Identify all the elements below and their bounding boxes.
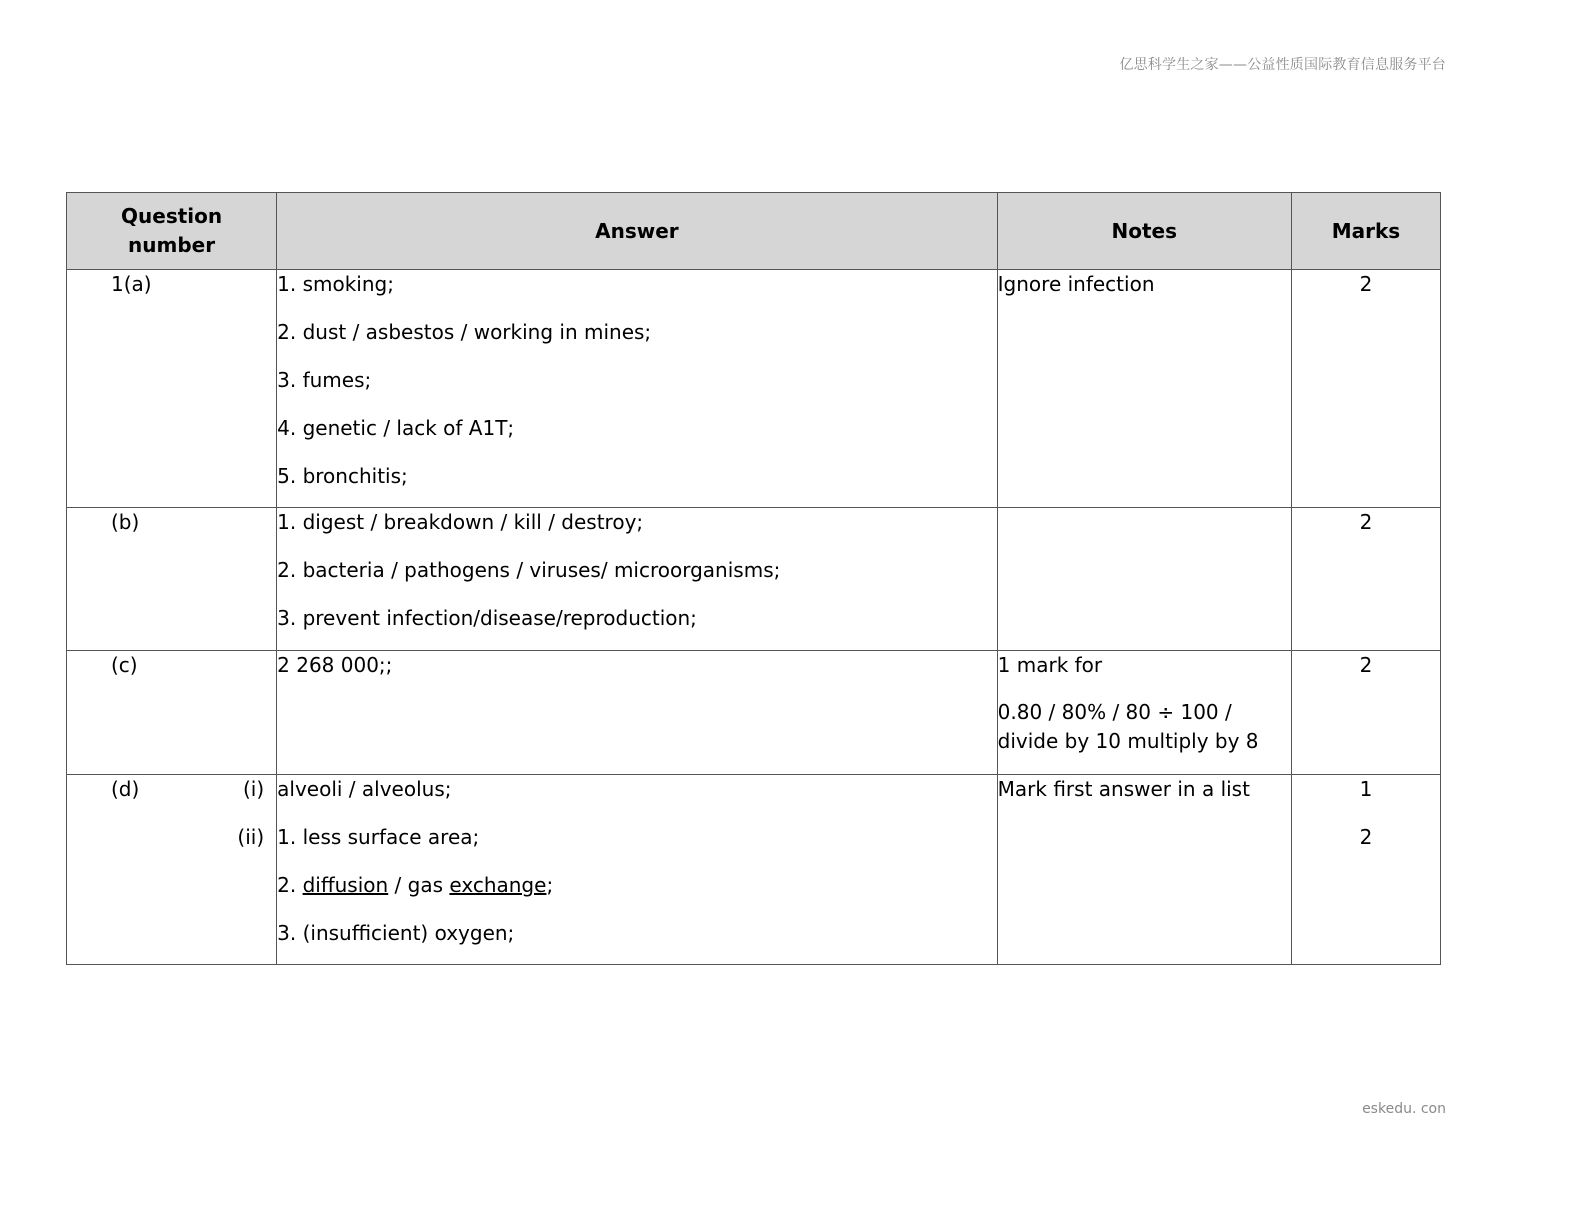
notes-cell [997, 270, 1291, 508]
note-text: 1 mark for [997, 653, 1103, 677]
answer-cell [277, 651, 998, 775]
sub-question-label: (i) [242, 777, 265, 801]
question-cell [67, 775, 277, 965]
note-text: 0.80 / 80% / 80 ÷ 100 / [997, 700, 1232, 724]
note-text: Mark first answer in a list [997, 777, 1250, 801]
marks-header: Marks [1291, 193, 1440, 270]
question-number: (c) [111, 653, 138, 677]
answer-line: 1. smoking; [277, 272, 394, 296]
answer-line: 1. less surface area; [277, 825, 480, 849]
table-row [67, 508, 1441, 651]
marks-cell [1291, 775, 1440, 965]
marks-value: 2 [1359, 272, 1373, 296]
answer-cell [277, 508, 998, 651]
marks-value: 1 [1359, 777, 1373, 801]
header-watermark: 亿思科学生之家——公益性质国际教育信息服务平台 [1119, 57, 1446, 73]
notes-header: Notes [997, 193, 1291, 270]
answer-line: 3. prevent infection/disease/reproduction; [277, 606, 697, 630]
notes-cell [997, 775, 1291, 965]
table-row [67, 651, 1441, 775]
marks-value: 2 [1359, 653, 1373, 677]
question-cell [67, 270, 277, 508]
notes-cell [997, 508, 1291, 651]
answer-line: 2. dust / asbestos / working in mines; [277, 320, 652, 344]
marks-cell [1291, 508, 1440, 651]
answer-line: alveoli / alveolus; [277, 777, 452, 801]
marks-value: 2 [1359, 825, 1373, 849]
answer-header: Answer [277, 193, 998, 270]
header-row [67, 193, 1441, 270]
answer-line: 3. (insufficient) oxygen; [277, 921, 515, 945]
question-number: (d) [111, 777, 140, 801]
question-number: 1(a) [111, 272, 152, 296]
answer-line: 2. bacteria / pathogens / viruses/ microorganisms; [277, 558, 781, 582]
answer-line: 2. diffusion / gas exchange; [277, 873, 554, 897]
question-number: (b) [111, 510, 140, 534]
answer-line: 1. digest / breakdown / kill / destroy; [277, 510, 644, 534]
mark-scheme-table [66, 192, 1441, 965]
marks-cell [1291, 651, 1440, 775]
marks-cell [1291, 270, 1440, 508]
sub-question-label: (ii) [237, 825, 265, 849]
table-row [67, 775, 1441, 965]
question-cell [67, 651, 277, 775]
answer-cell [277, 775, 998, 965]
underlined-term: exchange [449, 873, 547, 897]
note-text: divide by 10 multiply by 8 [997, 729, 1259, 753]
answer-line: 5. bronchitis; [277, 464, 408, 488]
question-number-header: Question number [67, 193, 277, 270]
spacer [998, 680, 1291, 698]
answer-line: 4. genetic / lack of A1T; [277, 416, 515, 440]
notes-cell [997, 651, 1291, 775]
marks-value: 2 [1359, 510, 1373, 534]
table-row [67, 270, 1441, 508]
footer-watermark: eskedu. con [1362, 1101, 1446, 1117]
answer-cell [277, 270, 998, 508]
answer-line: 2 268 000;; [277, 653, 393, 677]
note-text: Ignore infection [997, 272, 1155, 296]
question-cell [67, 508, 277, 651]
answer-line: 3. fumes; [277, 368, 372, 392]
underlined-term: diffusion [302, 873, 389, 897]
